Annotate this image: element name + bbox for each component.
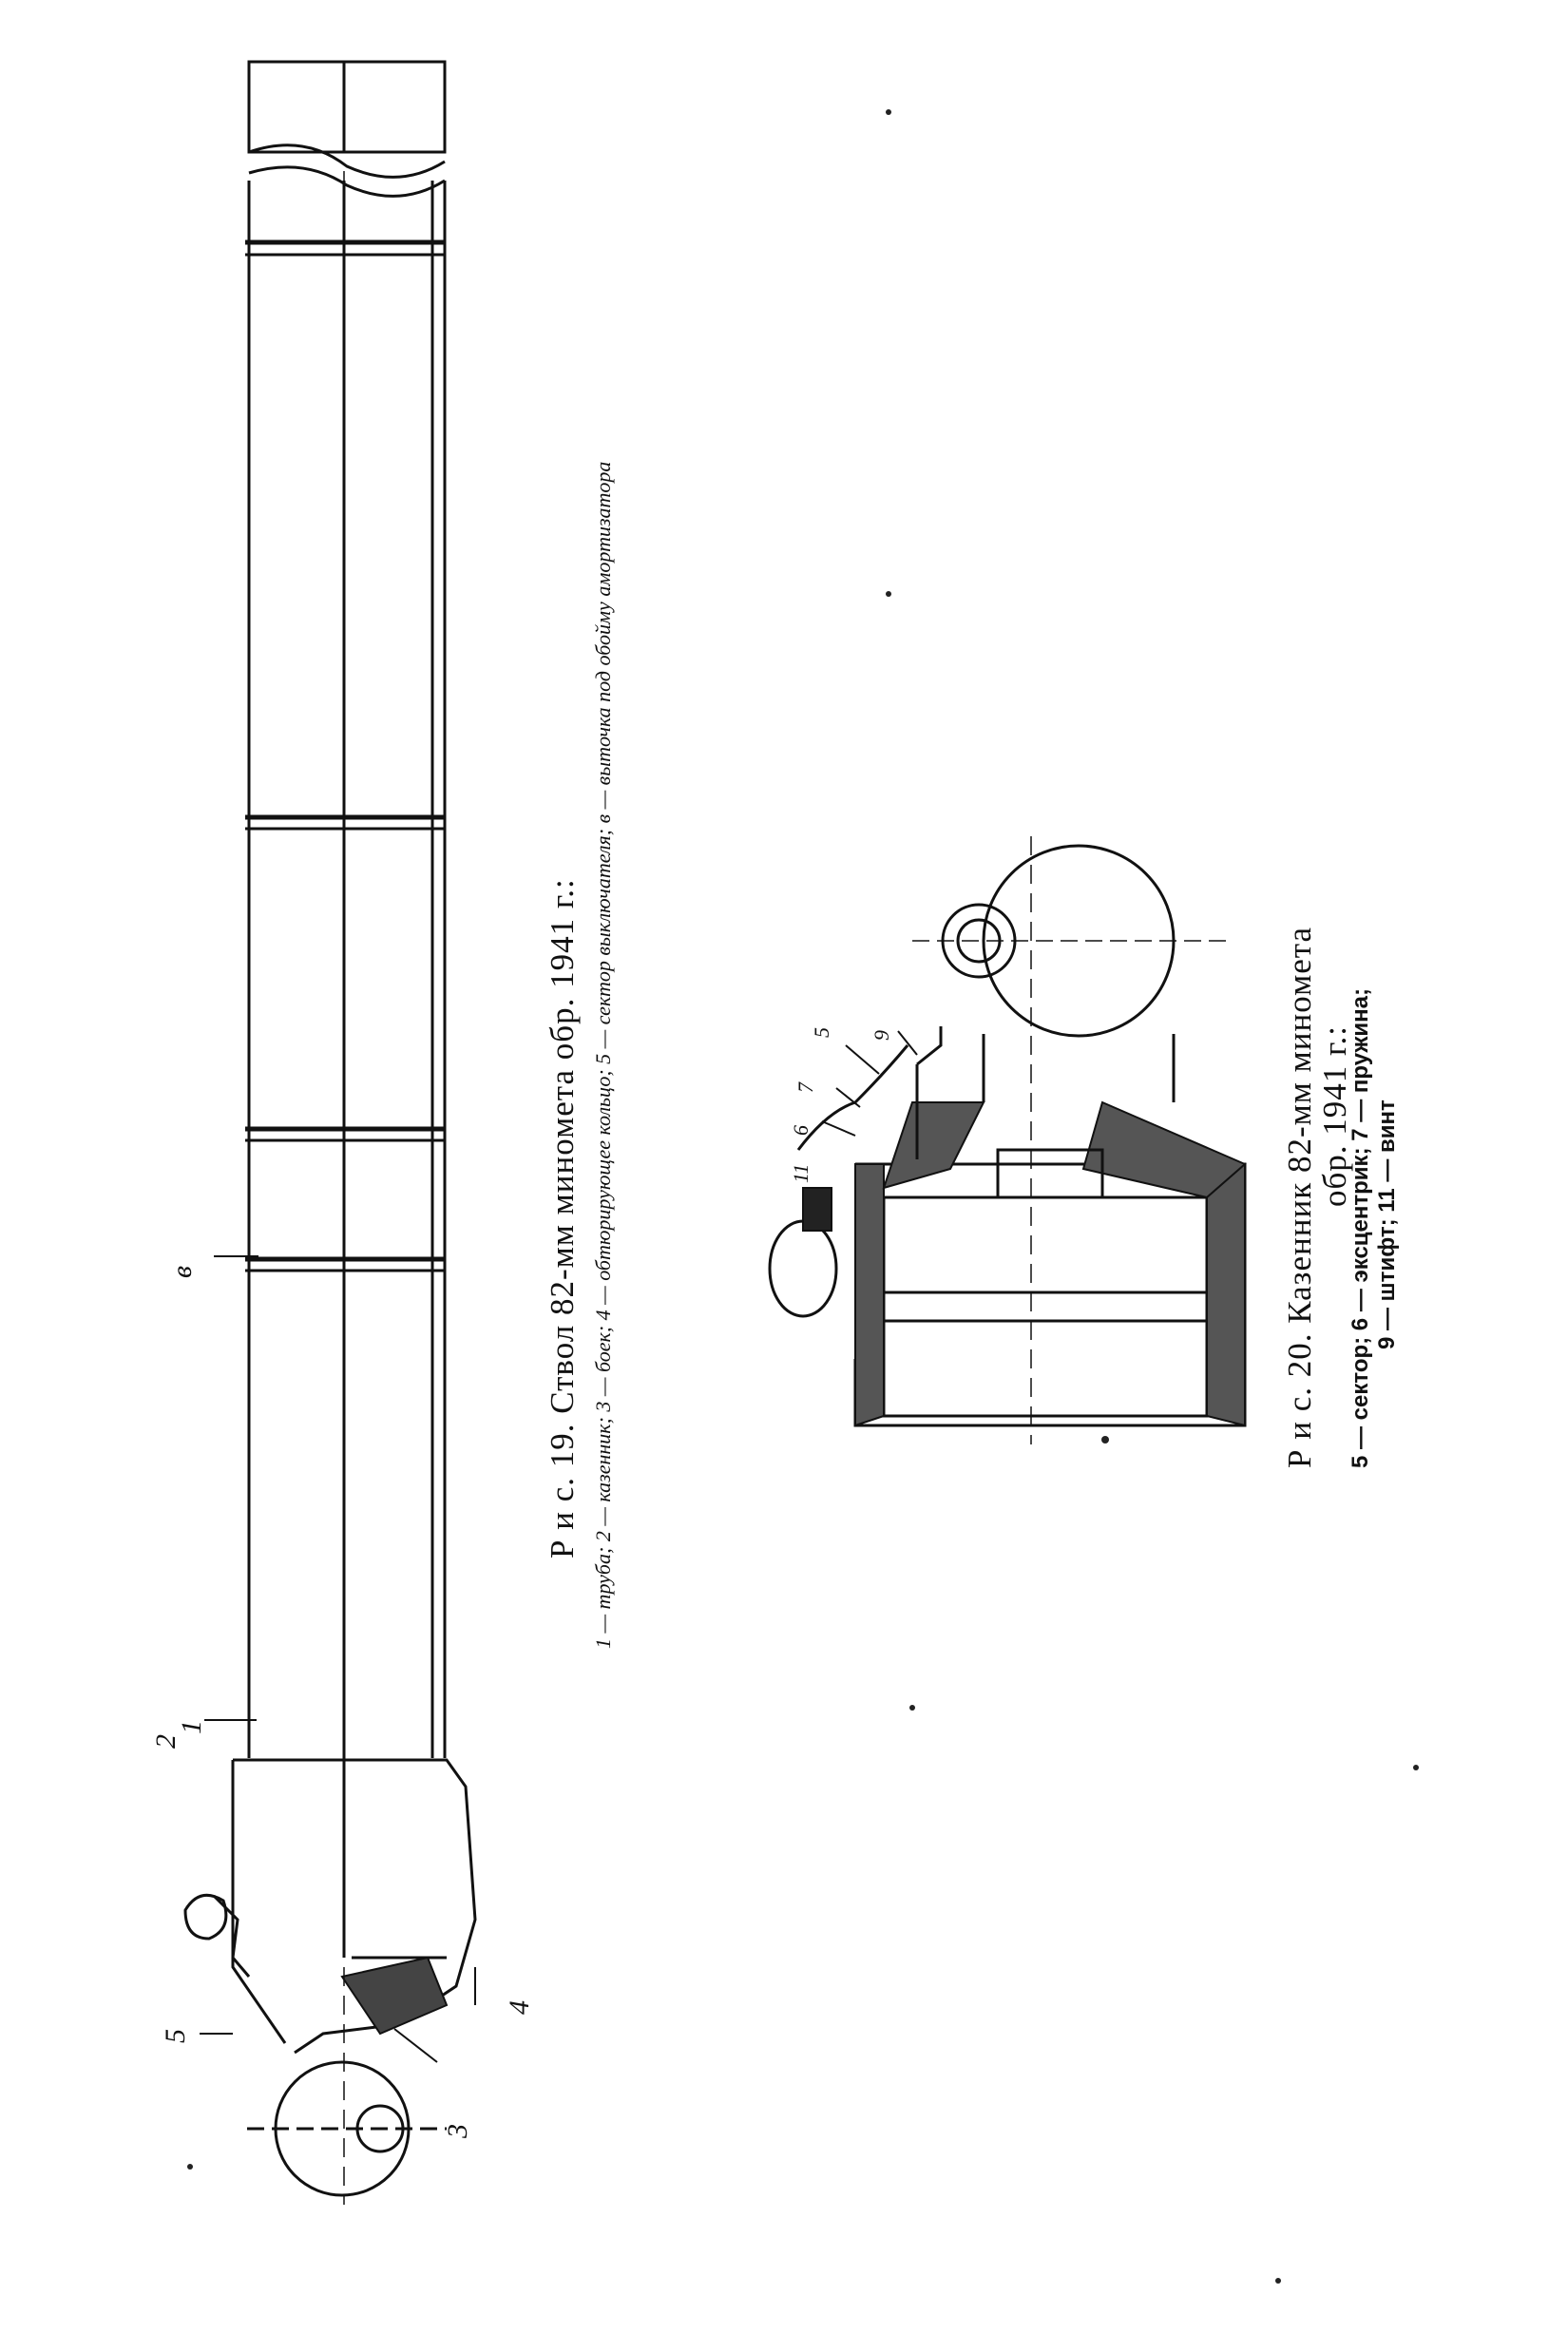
barrel-break-top xyxy=(249,145,445,178)
callout20-9: 9 xyxy=(870,1030,893,1041)
figure20-legend-line1: 5 — сектор; 6 — эксцентрик; 7 — пружина; xyxy=(1348,988,1373,1468)
callout-4: 4 xyxy=(504,2000,535,2015)
figure19-title: Р и с. 19. Ствол 82-мм миномета обр. 1941 г.: xyxy=(544,878,581,1558)
callout20-5: 5 xyxy=(810,1027,833,1038)
breech20-neck xyxy=(984,1034,1174,1102)
callout20-7: 7 xyxy=(794,1082,817,1093)
barrel-break-bottom xyxy=(249,167,445,197)
figure20-legend-line2: 9 — штифт; 11 — винт xyxy=(1374,1100,1400,1349)
callout20-6: 6 xyxy=(789,1125,813,1136)
breech-ball xyxy=(276,2062,409,2195)
callout-3: 3 xyxy=(442,2124,473,2138)
figure19-legend: 1 — труба; 2 — казенник; 3 — боек; 4 — обтюрирующее кольцо; 5 — сектор выключателя; в — выточка под обойму амортизатора xyxy=(591,461,615,1649)
breech20-lever xyxy=(770,1221,836,1316)
callout-5: 5 xyxy=(160,2029,191,2043)
callout20-11: 11 xyxy=(789,1163,813,1183)
callout-1: 1 xyxy=(176,1720,207,1734)
breech20-body xyxy=(855,1164,1245,1425)
barrel-muzzle-section xyxy=(249,62,445,152)
figure20-title-line1: Р и с. 20. Казенник 82-мм миномета xyxy=(1281,926,1318,1468)
figure20-title-line2: обр. 1941 г.: xyxy=(1316,1025,1353,1207)
callout-2: 2 xyxy=(150,1734,182,1749)
callout-v: в xyxy=(166,1265,198,1278)
breech20-cavity xyxy=(884,1197,1207,1416)
